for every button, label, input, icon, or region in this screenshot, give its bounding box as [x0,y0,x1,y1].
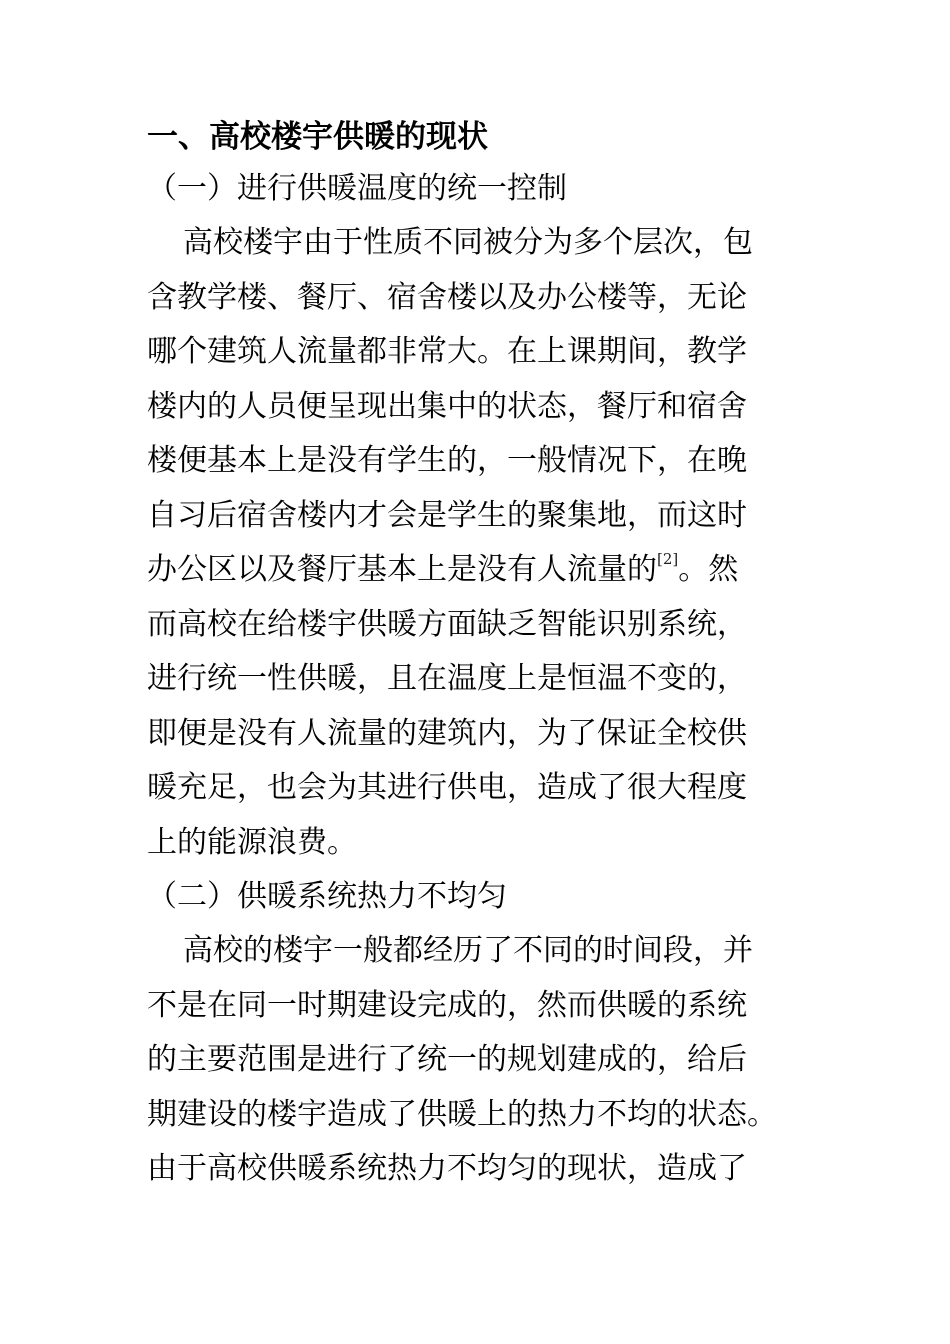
paragraph-line: 进行统一性供暖，且在温度上是恒温不变的， [147,661,747,696]
paragraph-line: 含教学楼、餐厅、宿舍楼以及办公楼等，无论 [147,279,747,315]
subsection-heading-2: （二）供暖系统热力不均匀 [147,879,507,914]
section-title: 一、高校楼宇供暖的现状 [147,119,488,155]
line-text: 。然 [678,552,739,587]
paragraph-line: 楼内的人员便呈现出集中的状态，餐厅和宿舍 [147,388,747,424]
paragraph-1 [147,216,807,870]
paragraph-line: 自习后宿舍楼内才会是学生的聚集地，而这时 [147,497,747,533]
paragraph-line: 上的能源浪费。 [147,824,357,860]
paragraph-line: 不是在同一时期建设完成的，然而供暖的系统 [147,987,747,1023]
subsection-heading-1: （一）进行供暖温度的统一控制 [147,171,567,206]
paragraph-line: 高校楼宇由于性质不同被分为多个层次，包 [183,225,753,260]
document-body [147,112,807,1197]
paragraph-line: 高校的楼宇一般都经历了不同的时间段，并 [183,933,753,968]
line-text: 办公区以及餐厅基本上是没有人流量的 [147,552,657,587]
citation-marker: [2] [657,550,679,568]
paragraph-line-with-citation [147,543,807,598]
paragraph-line: 而高校在给楼宇供暖方面缺乏智能识别系统， [147,606,747,642]
paragraph-line: 期建设的楼宇造成了供暖上的热力不均的状态。 [147,1096,777,1132]
paragraph-line: 楼便基本上是没有学生的，一般情况下，在晚 [147,443,747,478]
paragraph-line: 暖充足，也会为其进行供电，造成了很大程度 [147,770,747,805]
paragraph-line: 哪个建筑人流量都非常大。在上课期间，教学 [147,334,747,369]
paragraph-line: 即便是没有人流量的建筑内，为了保证全校供 [147,715,747,751]
paragraph-line: 由于高校供暖系统热力不均匀的现状，造成了 [147,1151,747,1186]
paragraph-2 [147,924,807,1197]
paragraph-line: 的主要范围是进行了统一的规划建成的，给后 [147,1042,747,1077]
